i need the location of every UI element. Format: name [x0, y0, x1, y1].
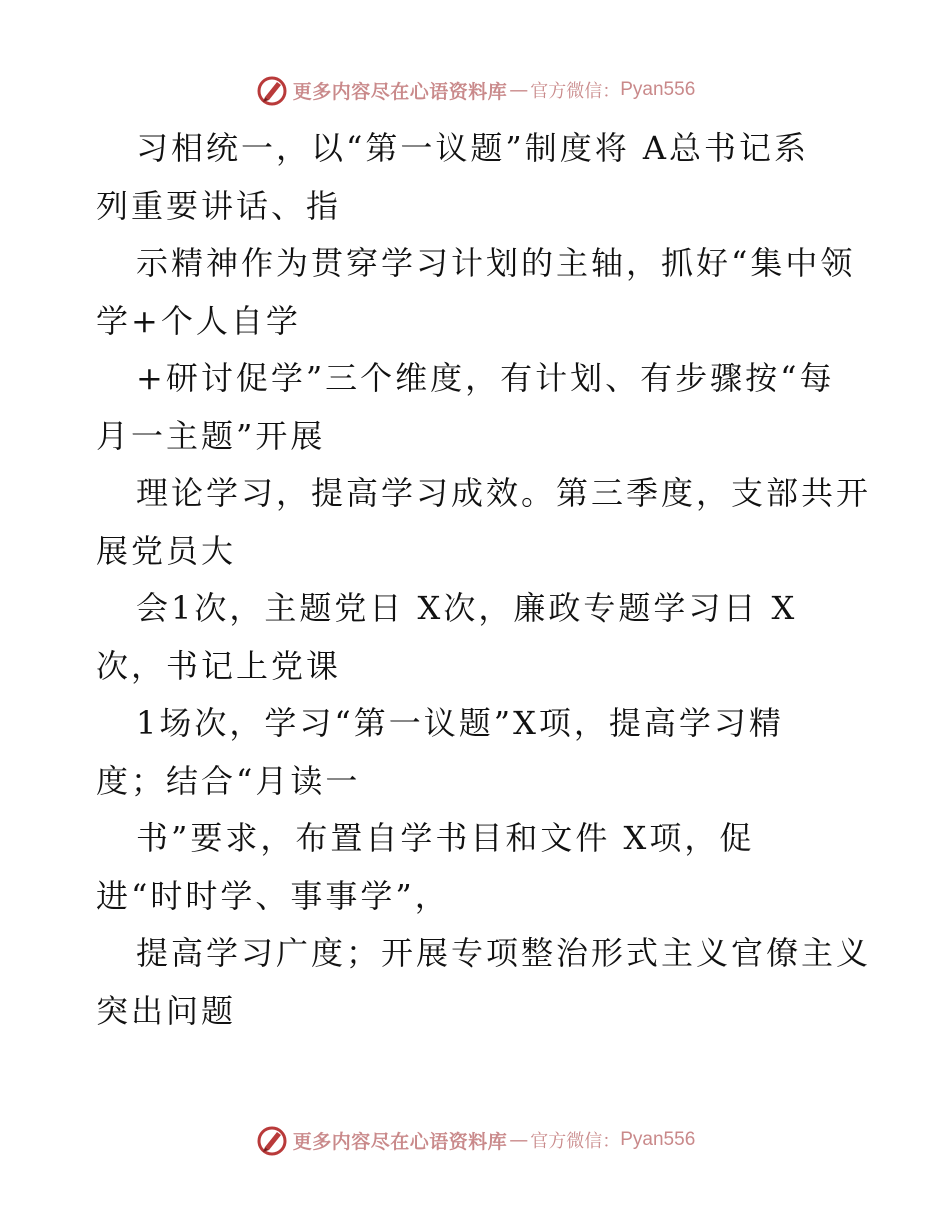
- body-line: 列重要讲话、指: [96, 186, 342, 225]
- body-line: +研讨促学”三个维度，有计划、有步骤按“每: [136, 359, 835, 397]
- body-line: 理论学习，提高学习成效。第三季度，支部共开: [136, 474, 872, 512]
- wechat-id: Pyan556: [620, 1129, 696, 1150]
- separator: —: [509, 79, 529, 101]
- body-line: 示精神作为贯穿学习计划的主轴，抓好“集中领: [136, 244, 856, 282]
- separator: —: [509, 1129, 529, 1151]
- document-body: [96, 120, 896, 1040]
- pen-logo-icon: [255, 1123, 289, 1157]
- body-line: 进“时时学、事事学”，: [96, 876, 450, 915]
- body-line: 突出问题: [96, 991, 237, 1030]
- body-line: 1场次，学习“第一议题”X项，提高学习精: [136, 704, 784, 742]
- wechat-label: 官方微信：: [530, 1131, 621, 1152]
- wechat-label: 官方微信：: [530, 81, 621, 102]
- site-name: 更多内容尽在心语资料库: [292, 80, 508, 103]
- body-line: 度；结合“月读一: [96, 761, 361, 800]
- body-line: 展党员大: [96, 531, 237, 570]
- body-line: 书”要求，布置自学书目和文件 X项，促: [136, 819, 755, 857]
- body-line: 习相统一，以“第一议题”制度将 A总书记系: [136, 129, 810, 167]
- header-watermark: [0, 70, 950, 110]
- body-line: 会1次，主题党日 X次，廉政专题学习日 X: [136, 589, 798, 627]
- body-line: 学+个人自学: [96, 301, 301, 340]
- wechat-id: Pyan556: [620, 79, 696, 100]
- body-line: 次，书记上党课: [96, 646, 342, 685]
- body-line: 提高学习广度；开展专项整治形式主义官僚主义: [136, 934, 872, 972]
- footer-watermark: [0, 1120, 950, 1160]
- body-line: 月一主题”开展: [96, 416, 326, 455]
- site-name: 更多内容尽在心语资料库: [292, 1130, 508, 1153]
- pen-logo-icon: [255, 73, 289, 107]
